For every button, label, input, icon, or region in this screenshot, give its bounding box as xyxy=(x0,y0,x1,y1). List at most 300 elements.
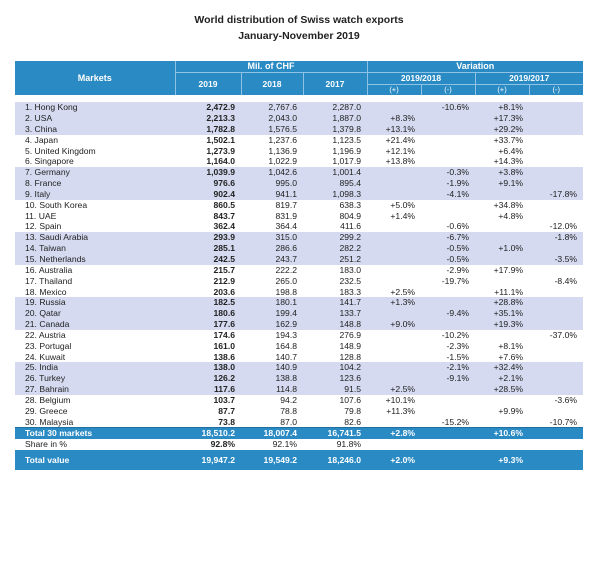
value-2019: 174.6 xyxy=(213,329,235,340)
var-2019-2017-minus xyxy=(529,102,583,113)
value-2018: 114.8 xyxy=(241,384,303,395)
var-2019-2018-minus: -19.7% xyxy=(441,275,469,286)
var-2019-2018-plus: +11.3% xyxy=(386,405,415,416)
value-2019: 2,213.3 xyxy=(175,113,241,124)
market-name: 6. Singapore xyxy=(25,156,74,167)
value-2019: 203.6 xyxy=(213,286,235,297)
plus-header: (+) xyxy=(475,84,529,95)
variation-header: Variation xyxy=(367,61,583,73)
var-2019-2018-minus xyxy=(421,145,475,156)
value-2017: 91.8% xyxy=(336,439,361,450)
total-row xyxy=(15,428,583,439)
var-2019-2017-plus: +29.2% xyxy=(475,124,529,135)
var-2019-2017-minus: -3.6% xyxy=(554,394,578,405)
var-2019-2017-minus: -12.0% xyxy=(549,221,578,232)
market-name: 12. Spain xyxy=(25,221,62,232)
var-2019-2017-minus xyxy=(529,341,583,352)
table-row xyxy=(15,416,583,427)
var-2019-2017-plus xyxy=(475,189,529,200)
var-2019-2018-minus xyxy=(421,384,475,395)
table-row xyxy=(15,351,583,362)
var-2019-2018-minus xyxy=(421,439,475,450)
value-2018: 831.9 xyxy=(275,210,297,221)
var-2019-2017-minus xyxy=(529,178,583,189)
value-2019: 1,502.1 xyxy=(206,134,235,145)
plus-header: (+) xyxy=(367,84,421,95)
var-2019-2017-minus xyxy=(529,373,583,384)
var-2019-2017-minus xyxy=(529,297,583,308)
value-2018: 265.0 xyxy=(275,275,297,286)
table-row xyxy=(15,200,583,211)
value-2019: 242.5 xyxy=(175,254,241,265)
market-name: 3. China xyxy=(15,124,175,135)
var-2019-2017-minus xyxy=(529,406,583,417)
value-2017: 411.6 xyxy=(340,221,361,232)
var-2019-2017-plus xyxy=(475,221,529,232)
value-2017: 2,287.0 xyxy=(303,102,367,113)
value-2019: 182.5 xyxy=(175,297,241,308)
table-row xyxy=(15,124,583,135)
var-2019-2017-plus xyxy=(475,395,529,406)
value-2019: 180.6 xyxy=(175,308,241,319)
var-2019-2018-plus: +10.1% xyxy=(385,394,415,405)
table-row xyxy=(15,297,583,308)
table-row xyxy=(15,232,583,243)
minus-header: (-) xyxy=(529,84,583,95)
var-2019-2017-minus xyxy=(529,156,583,167)
value-2019: 138.6 xyxy=(213,351,235,362)
market-name: 23. Portugal xyxy=(25,340,72,351)
market-name: Share in % xyxy=(25,439,68,450)
table-row xyxy=(15,113,583,124)
var-2019-2017-plus: +35.1% xyxy=(475,308,529,319)
table-row xyxy=(15,330,583,341)
var-2019-2018-plus xyxy=(367,265,421,276)
market-name: 22. Austria xyxy=(25,329,66,340)
var-2019-2017-plus: +28.8% xyxy=(475,297,529,308)
exports-table xyxy=(15,61,583,470)
grand-total-row xyxy=(15,450,583,470)
value-2019: 177.6 xyxy=(175,319,241,330)
var-2019-2018-plus: +2.5% xyxy=(390,286,415,297)
year-2019-header: 2019 xyxy=(175,73,241,96)
value-2017: 91.5 xyxy=(303,384,367,395)
var-2019-2018-plus xyxy=(367,416,421,427)
market-name: 15. Netherlands xyxy=(15,254,175,265)
value-2018: 1,237.6 xyxy=(268,134,297,145)
table-row xyxy=(15,135,583,146)
market-name: 8. France xyxy=(15,178,175,189)
value-2017: 1,196.9 xyxy=(332,145,361,156)
table-body xyxy=(15,95,583,470)
var-2019-2017-minus xyxy=(529,439,583,450)
var-2019-2017-plus xyxy=(475,276,529,287)
var-2019-2017-minus xyxy=(529,351,583,362)
market-name: 7. Germany xyxy=(15,167,175,178)
value-2018: 2,043.0 xyxy=(241,113,303,124)
var-2019-2018-plus: +8.3% xyxy=(367,113,421,124)
var-2019-2018-minus: -9.4% xyxy=(421,308,475,319)
market-name: 14. Taiwan xyxy=(15,243,175,254)
table-row xyxy=(15,395,583,406)
var-2019-2018-minus xyxy=(421,406,475,417)
var-2019-2017-plus xyxy=(475,232,529,243)
var-2019-2017-plus: +6.4% xyxy=(498,145,523,156)
var-2019-2018-minus: -0.5% xyxy=(421,243,475,254)
value-2017: 104.2 xyxy=(303,362,367,373)
var-2019-2018-plus xyxy=(367,276,421,287)
value-2017: 183.3 xyxy=(339,286,361,297)
var-2019-2017-minus xyxy=(529,286,583,297)
table-row xyxy=(15,362,583,373)
market-name: 19. Russia xyxy=(15,297,175,308)
var-2019-2017-minus xyxy=(529,124,583,135)
var-2019-2017-plus xyxy=(475,439,529,450)
var-2019-2017-minus xyxy=(529,384,583,395)
market-name: 17. Thailand xyxy=(25,275,73,286)
var-2019-2017-plus: +4.8% xyxy=(498,210,523,221)
var-2019-2018-plus: +9.0% xyxy=(367,319,421,330)
var-2019-2017-minus xyxy=(529,319,583,330)
value-2019: 1,782.8 xyxy=(175,124,241,135)
value-2018: 92.1% xyxy=(272,439,297,450)
var-2019-2018-minus xyxy=(421,395,475,406)
value-2018: 18,007.4 xyxy=(241,428,303,439)
market-name: 28. Belgium xyxy=(25,394,71,405)
var-2019-2018-plus xyxy=(367,102,421,113)
value-2019: 18,510.2 xyxy=(175,428,241,439)
var-2019-2018-plus: +1.3% xyxy=(367,297,421,308)
var-2019-2017-minus xyxy=(529,265,583,276)
value-2019: 19,947.2 xyxy=(175,450,241,470)
var-2019-2017-plus: +14.3% xyxy=(493,156,523,167)
var-2019-2018-plus xyxy=(367,189,421,200)
value-2017: 1,017.9 xyxy=(332,156,361,167)
value-2017: 282.2 xyxy=(303,243,367,254)
table-row xyxy=(15,276,583,287)
market-name: Total 30 markets xyxy=(15,428,175,439)
value-2017: 18,246.0 xyxy=(303,450,367,470)
value-2018: 995.0 xyxy=(241,178,303,189)
var-2019-2018-plus: +12.1% xyxy=(385,145,415,156)
var-2019-2017-plus: +17.3% xyxy=(475,113,529,124)
table-row xyxy=(15,406,583,417)
value-2019: 161.0 xyxy=(213,340,235,351)
market-name: 5. United Kingdom xyxy=(25,145,96,156)
var-2019-2017-plus xyxy=(475,254,529,265)
var-2019-2017-header: 2019/2017 xyxy=(475,73,583,85)
value-2017: 276.9 xyxy=(339,329,361,340)
market-name: 21. Canada xyxy=(15,319,175,330)
var-2019-2018-plus xyxy=(367,373,421,384)
var-2019-2018-plus: +2.0% xyxy=(367,450,421,470)
value-2017: 133.7 xyxy=(303,308,367,319)
var-2019-2017-minus xyxy=(529,167,583,178)
var-2019-2018-minus: -2.1% xyxy=(421,362,475,373)
var-2019-2017-minus: -37.0% xyxy=(549,329,578,340)
value-2017: 148.9 xyxy=(339,340,361,351)
var-2019-2018-minus: -0.6% xyxy=(446,221,469,232)
var-2019-2018-minus: -0.3% xyxy=(421,167,475,178)
table-row xyxy=(15,243,583,254)
market-name: 25. India xyxy=(15,362,175,373)
value-2018: 78.8 xyxy=(280,405,297,416)
var-2019-2018-minus: -10.2% xyxy=(441,329,469,340)
value-2018: 315.0 xyxy=(241,232,303,243)
value-2018: 140.9 xyxy=(241,362,303,373)
table-row xyxy=(15,167,583,178)
table-row xyxy=(15,341,583,352)
value-2018: 364.4 xyxy=(275,221,297,232)
value-2017: 299.2 xyxy=(303,232,367,243)
value-2019: 843.7 xyxy=(213,210,235,221)
var-2019-2017-plus: +32.4% xyxy=(475,362,529,373)
var-2019-2017-minus xyxy=(529,200,583,211)
value-2018: 1,136.9 xyxy=(268,145,297,156)
market-name: 20. Qatar xyxy=(15,308,175,319)
value-2018: 138.8 xyxy=(241,373,303,384)
var-2019-2018-minus xyxy=(421,156,475,167)
table-row xyxy=(15,178,583,189)
value-2017: 1,123.5 xyxy=(332,134,361,145)
value-2019: 215.7 xyxy=(213,264,235,275)
var-2019-2017-plus: +3.8% xyxy=(475,167,529,178)
value-2019: 73.8 xyxy=(218,416,235,427)
value-2018: 243.7 xyxy=(241,254,303,265)
table-row xyxy=(15,102,583,113)
var-2019-2018-header: 2019/2018 xyxy=(367,73,475,85)
var-2019-2017-plus: +8.1% xyxy=(498,340,523,351)
market-name: 18. Mexico xyxy=(25,286,67,297)
var-2019-2017-plus: +1.0% xyxy=(475,243,529,254)
value-2017: 107.6 xyxy=(339,394,361,405)
var-2019-2017-plus: +17.9% xyxy=(493,264,523,275)
var-2019-2018-plus xyxy=(367,254,421,265)
table-row xyxy=(15,308,583,319)
value-2019: 212.9 xyxy=(213,275,235,286)
var-2019-2018-minus xyxy=(421,200,475,211)
value-2018: 180.1 xyxy=(241,297,303,308)
market-name: 30. Malaysia xyxy=(25,416,74,427)
var-2019-2018-minus: -9.1% xyxy=(421,373,475,384)
var-2019-2017-minus: -8.4% xyxy=(554,275,578,286)
var-2019-2017-minus xyxy=(529,113,583,124)
year-2018-header: 2018 xyxy=(241,73,303,96)
value-2017: 232.5 xyxy=(339,275,361,286)
value-2019: 1,164.0 xyxy=(206,156,235,167)
value-2017: 895.4 xyxy=(303,178,367,189)
var-2019-2018-minus: -1.9% xyxy=(421,178,475,189)
var-2019-2017-minus xyxy=(529,428,583,439)
value-2018: 199.4 xyxy=(241,308,303,319)
value-2019: 1,273.9 xyxy=(206,145,235,156)
market-name: 16. Australia xyxy=(25,264,73,275)
value-2017: 1,887.0 xyxy=(303,113,367,124)
value-2017: 123.6 xyxy=(303,373,367,384)
market-name: 2. USA xyxy=(15,113,175,124)
var-2019-2018-minus: -4.1% xyxy=(421,189,475,200)
value-2019: 362.4 xyxy=(213,221,235,232)
var-2019-2017-minus xyxy=(529,243,583,254)
market-name: 11. UAE xyxy=(25,210,57,221)
market-name: 24. Kuwait xyxy=(25,351,66,362)
value-2018: 222.2 xyxy=(275,264,297,275)
var-2019-2018-plus: +13.8% xyxy=(385,156,415,167)
var-2019-2018-plus: +1.4% xyxy=(390,210,415,221)
var-2019-2017-plus: +11.1% xyxy=(494,286,523,297)
mil-chf-header: Mil. of CHF xyxy=(175,61,367,73)
value-2018: 941.1 xyxy=(241,189,303,200)
var-2019-2017-plus: +10.6% xyxy=(475,428,529,439)
var-2019-2017-plus: +8.1% xyxy=(475,102,529,113)
market-name: 13. Saudi Arabia xyxy=(15,232,175,243)
var-2019-2018-plus xyxy=(367,221,421,232)
table-row xyxy=(15,210,583,221)
var-2019-2018-plus xyxy=(367,362,421,373)
var-2019-2018-plus xyxy=(367,308,421,319)
var-2019-2018-plus: +2.5% xyxy=(367,384,421,395)
value-2018: 87.0 xyxy=(280,416,297,427)
var-2019-2018-minus xyxy=(421,319,475,330)
var-2019-2018-minus: -1.5% xyxy=(446,351,469,362)
value-2017: 148.8 xyxy=(303,319,367,330)
var-2019-2018-minus: -15.2% xyxy=(441,416,469,427)
var-2019-2017-plus: +9.1% xyxy=(475,178,529,189)
var-2019-2017-plus: +28.5% xyxy=(475,384,529,395)
var-2019-2018-minus: -10.6% xyxy=(421,102,475,113)
market-name: 1. Hong Kong xyxy=(15,102,175,113)
value-2017: 141.7 xyxy=(303,297,367,308)
var-2019-2018-minus: -6.7% xyxy=(421,232,475,243)
value-2018: 286.6 xyxy=(241,243,303,254)
market-name: 29. Greece xyxy=(25,405,68,416)
value-2019: 860.5 xyxy=(213,199,235,210)
value-2017: 638.3 xyxy=(339,199,361,210)
table-row xyxy=(15,221,583,232)
var-2019-2018-plus xyxy=(367,167,421,178)
var-2019-2017-plus: +9.9% xyxy=(498,405,523,416)
value-2019: 92.8% xyxy=(210,439,235,450)
value-2017: 79.8 xyxy=(344,405,361,416)
var-2019-2018-minus: -2.9% xyxy=(446,264,469,275)
value-2018: 2,767.6 xyxy=(241,102,303,113)
value-2017: 1,098.3 xyxy=(303,189,367,200)
value-2017: 1,001.4 xyxy=(303,167,367,178)
table-row xyxy=(15,265,583,276)
value-2018: 1,022.9 xyxy=(268,156,297,167)
var-2019-2017-plus: +2.1% xyxy=(475,373,529,384)
value-2018: 1,576.5 xyxy=(241,124,303,135)
var-2019-2017-plus: +34.8% xyxy=(493,199,523,210)
var-2019-2018-minus: -2.3% xyxy=(446,340,469,351)
var-2019-2018-plus xyxy=(367,243,421,254)
table-row xyxy=(15,286,583,297)
value-2019: 87.7 xyxy=(218,405,235,416)
table-row xyxy=(15,145,583,156)
value-2019: 103.7 xyxy=(213,394,235,405)
var-2019-2018-plus xyxy=(367,351,421,362)
var-2019-2018-plus xyxy=(367,439,421,450)
var-2019-2017-minus xyxy=(529,450,583,470)
value-2017: 183.0 xyxy=(339,264,361,275)
value-2019: 117.6 xyxy=(175,384,241,395)
var-2019-2017-plus: +9.3% xyxy=(475,450,529,470)
table-row xyxy=(15,384,583,395)
var-2019-2017-minus xyxy=(529,308,583,319)
var-2019-2018-plus xyxy=(367,232,421,243)
report-subtitle: January-November 2019 xyxy=(238,30,360,42)
var-2019-2017-minus: -3.5% xyxy=(529,254,583,265)
value-2019: 285.1 xyxy=(175,243,241,254)
var-2019-2017-plus: +19.3% xyxy=(475,319,529,330)
var-2019-2017-plus xyxy=(475,416,529,427)
var-2019-2017-minus xyxy=(529,145,583,156)
value-2017: 804.9 xyxy=(339,210,361,221)
value-2017: 16,741.5 xyxy=(303,428,367,439)
market-name: 10. South Korea xyxy=(25,199,88,210)
var-2019-2018-plus xyxy=(367,178,421,189)
var-2019-2018-minus xyxy=(421,210,475,221)
table-row xyxy=(15,319,583,330)
value-2019: 2,472.9 xyxy=(175,102,241,113)
value-2017: 1,379.8 xyxy=(303,124,367,135)
var-2019-2017-plus: +7.6% xyxy=(498,351,523,362)
var-2019-2018-minus xyxy=(421,286,475,297)
var-2019-2017-minus: -17.8% xyxy=(529,189,583,200)
var-2019-2018-plus: +21.4% xyxy=(385,134,415,145)
value-2019: 138.0 xyxy=(175,362,241,373)
var-2019-2017-minus xyxy=(529,362,583,373)
value-2019: 976.6 xyxy=(175,178,241,189)
market-name: 26. Turkey xyxy=(15,373,175,384)
var-2019-2018-minus: -0.5% xyxy=(421,254,475,265)
value-2018: 1,042.6 xyxy=(241,167,303,178)
var-2019-2018-minus xyxy=(421,428,475,439)
table-row xyxy=(15,373,583,384)
market-name: 9. Italy xyxy=(15,189,175,200)
value-2018: 140.7 xyxy=(275,351,297,362)
value-2017: 251.2 xyxy=(303,254,367,265)
var-2019-2018-minus xyxy=(421,297,475,308)
var-2019-2018-plus: +5.0% xyxy=(390,199,415,210)
var-2019-2018-minus xyxy=(421,124,475,135)
value-2019: 902.4 xyxy=(175,189,241,200)
minus-header: (-) xyxy=(421,84,475,95)
var-2019-2017-plus xyxy=(475,330,529,341)
var-2019-2017-plus: +33.7% xyxy=(493,134,523,145)
var-2019-2017-minus: -1.8% xyxy=(529,232,583,243)
table-row xyxy=(15,156,583,167)
value-2018: 198.8 xyxy=(275,286,297,297)
market-name: 27. Bahrain xyxy=(15,384,175,395)
var-2019-2018-plus: +13.1% xyxy=(367,124,421,135)
var-2019-2017-minus xyxy=(529,135,583,146)
value-2018: 164.8 xyxy=(275,340,297,351)
var-2019-2018-plus xyxy=(367,341,421,352)
table-row xyxy=(15,189,583,200)
value-2017: 128.8 xyxy=(339,351,361,362)
var-2019-2018-minus xyxy=(421,135,475,146)
var-2019-2017-minus xyxy=(529,210,583,221)
var-2019-2018-plus xyxy=(367,330,421,341)
value-2018: 162.9 xyxy=(241,319,303,330)
year-2017-header: 2017 xyxy=(303,73,367,96)
report-title: World distribution of Swiss watch exports xyxy=(194,14,404,26)
value-2019: 126.2 xyxy=(175,373,241,384)
market-name: 4. Japan xyxy=(25,134,58,145)
value-2019: 1,039.9 xyxy=(175,167,241,178)
market-name: Total value xyxy=(15,450,175,470)
